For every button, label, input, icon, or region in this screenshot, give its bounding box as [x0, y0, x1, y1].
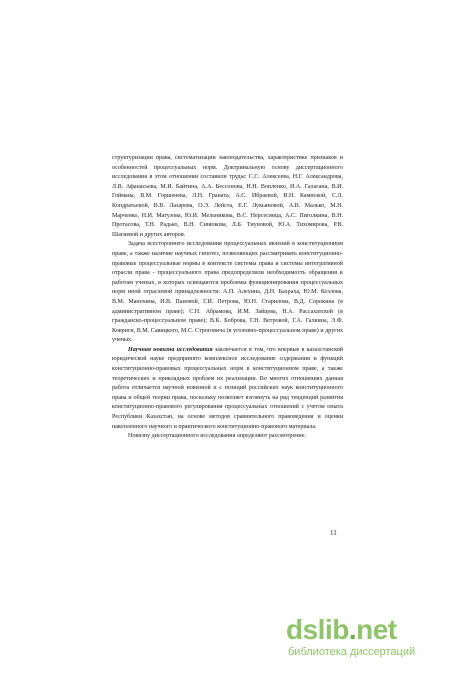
paragraph-scientific-novelty	[112, 346, 343, 432]
paragraph-novelty-determined: Новизну диссертационного исследования определяют рассмотрение:	[128, 433, 306, 440]
page-number: 11	[330, 529, 337, 537]
watermark-subtitle: библиотека диссертаций	[288, 646, 416, 658]
novelty-heading: Научная новизна исследования	[128, 346, 213, 353]
dslib-watermark	[286, 615, 436, 665]
dslib-logo: dslib.net	[286, 614, 397, 645]
novelty-text: заключается в том, что впервые в казахстанской юридической науке предпринято комплексное исследование содержания и функций конституционно-правовых процессуальных норм в конституционном праве, а также теоретических и прикладных проблем их реализации. Во многих отношениях данная работа отличается научной новизной и с позиций российских наук конституционного права и общей теории права, поскольку позволяет взглянуть на ряд тенденций развития конституционно-правового регулирования процессуальных отношений с учетом опыта Республики Казахстан, на основе методов сравнительного правоведения и оценки накопленного научного и практического конституционно-правового материала.	[112, 346, 343, 430]
paragraph-doctrinal-basis: структуризации права, систематизации законодательства, характеристике признаков и особенностей процессуальных норм. Доктринальную основу диссертационного исследования в этом отношении составили труды: С.С. Алексеева, Н.Г. Александрова, Л.В. Афанасьева, М.И. Байтина, А.А. Бессонова, Н.Н. Вопленко, И.А. Галагана, В.И. Гоймана, В.М. Горшенева, Л.Н. Граната, А.С. Ибраевой, В.Н. Камнской, С.Л. Кондратьевой, В.В. Лазарева, О.Э. Лейста, Е.Г. Лукьяновой, А.В. Малько, М.Н. Марченко, Н.И. Матузова, Ю.И. Мельникова, В.С. Нерсесянца, А.С. Пиголкина, В.Н. Протасова, Т.Н. Радько, В.Н. Синюкова, Л.Б. Тиуновой, Ю.А. Тихомирова, Р.В. Шагиевой и других авторов.	[112, 155, 343, 238]
paragraph-research-task: Задача всестороннего исследования процессуальных явлений в конституционном праве, а также наличие научных гипотез, позволяющих рассматривать конституционно-правовые процессуальные нормы в контексте системы права и системы интегративной отрасли права - процессуального права предопределили необходимость обращения к работам ученых, в которых освещаются проблемы функционирования процессуальных норм иной отраслевой принадлежности: А.П. Алехина, Д.Н. Бахраха, Ю.М. Козлова, В.М. Манохина, И.В. Пановой, Г.И. Петрова, Ю.Н. Старилова, В.Д. Сорокина (в административном праве); С.Н. Абрамова, И.М. Зайцева, Н.А. Рассахатской (в гражданско-процессуальном праве); В.К. Боброва, Г.Н. Ветровой, Г.А. Галкина, Э.Ф. Ковриги, В.М. Савицкого, М.С. Строговича (в уголовно-процессуальном праве) и других ученых.	[112, 241, 343, 344]
body-text	[112, 154, 343, 442]
